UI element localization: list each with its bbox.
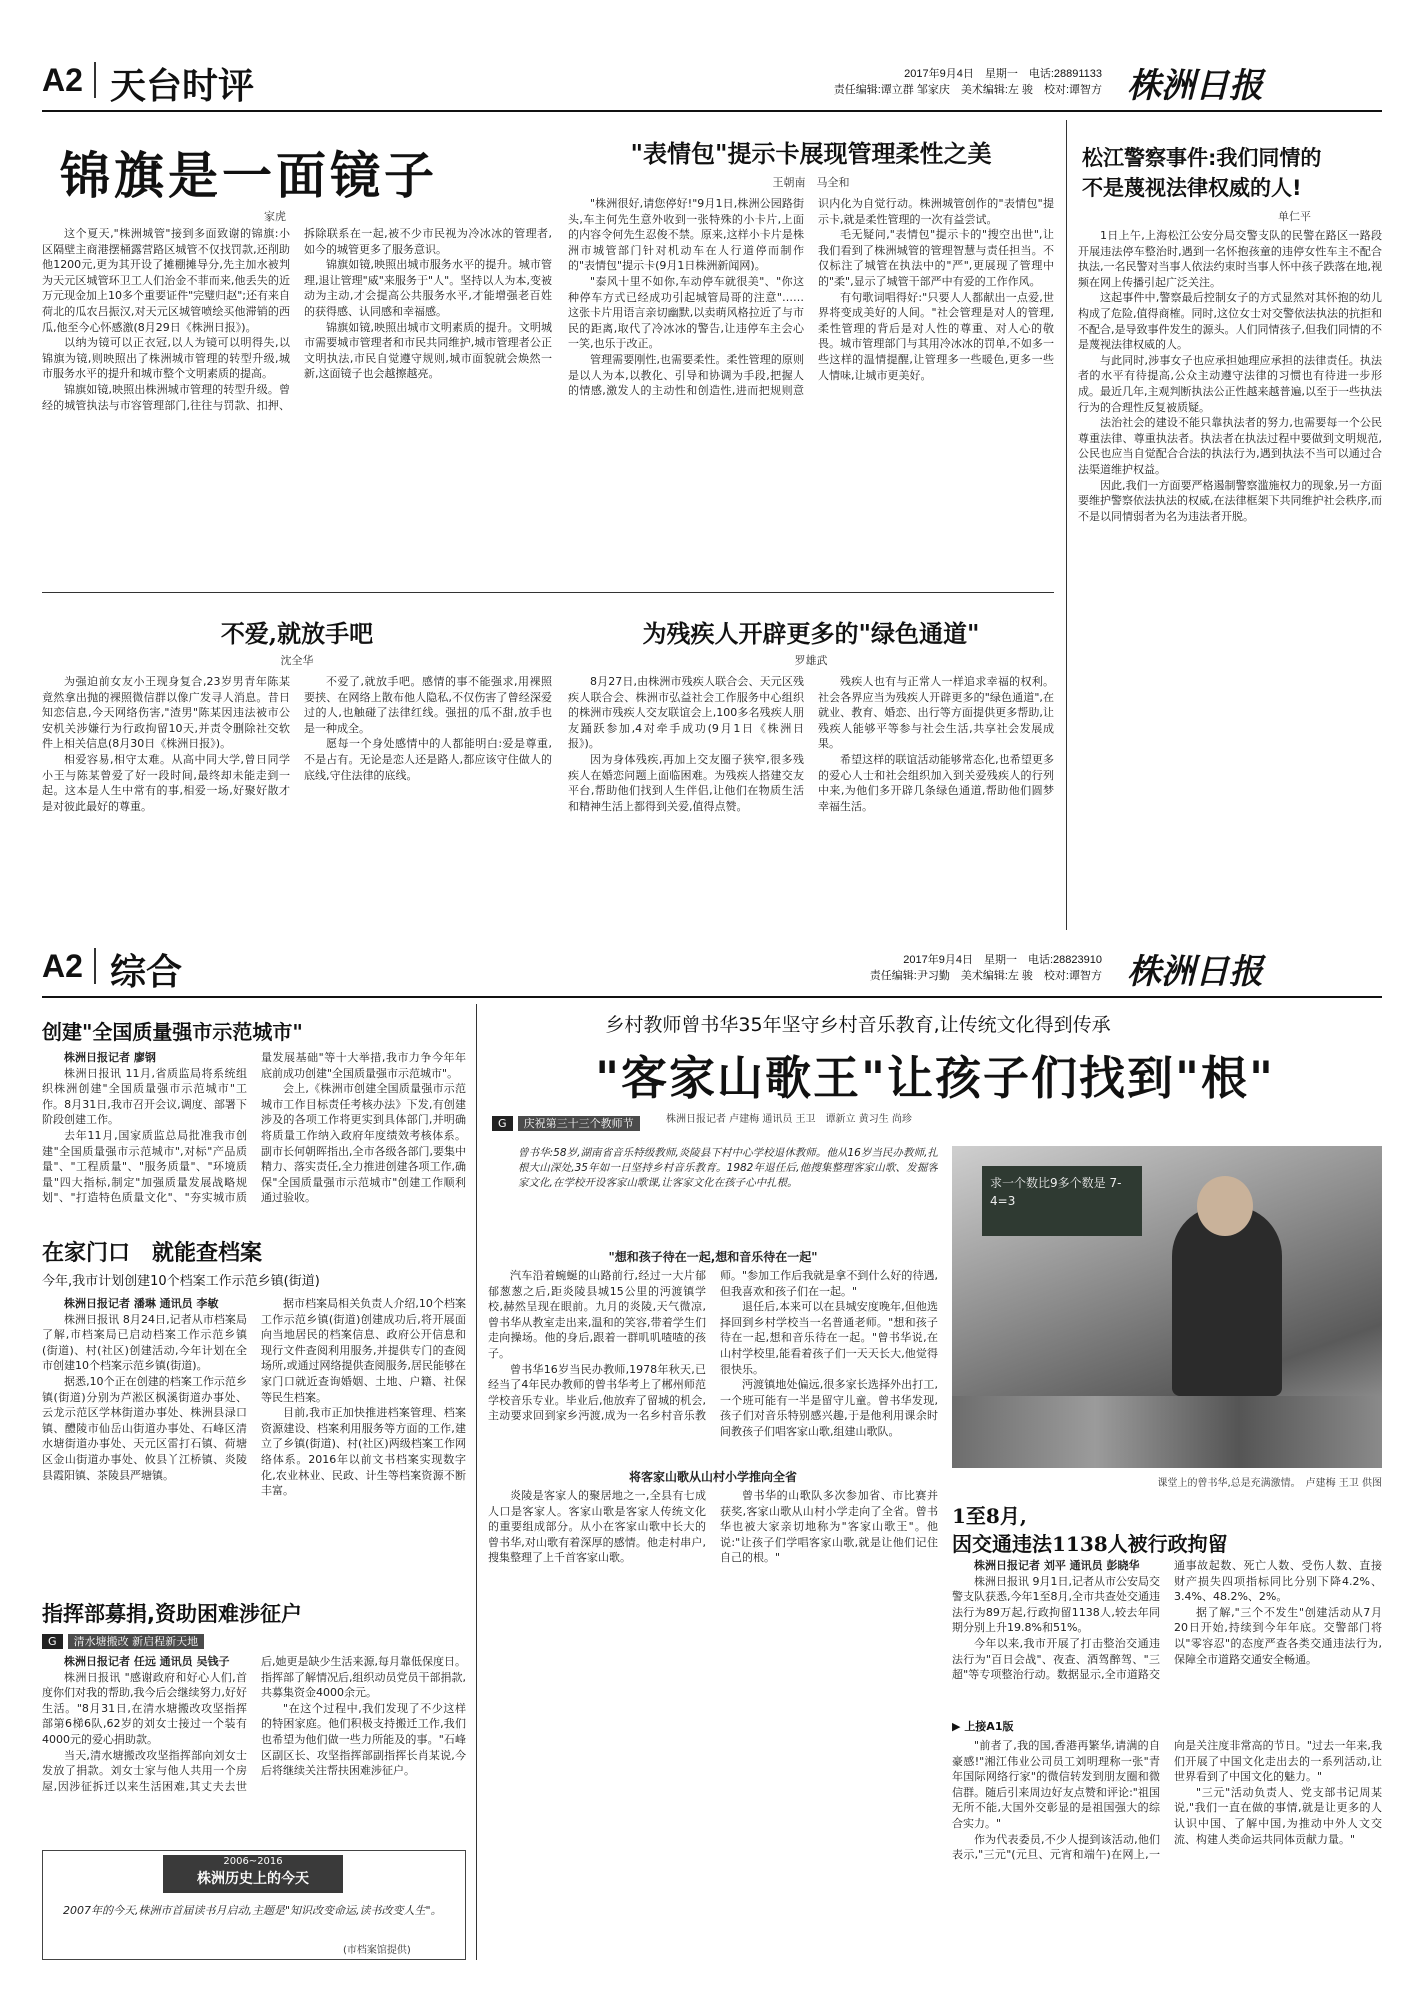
headline-line-1: 松江警察事件:我们同情的 bbox=[1082, 146, 1322, 170]
headline: 为残疾人开辟更多的"绿色通道" bbox=[642, 619, 980, 648]
article-body bbox=[42, 1050, 466, 1226]
article-body bbox=[568, 196, 1054, 584]
author: 单仁平 bbox=[1278, 210, 1311, 223]
header-divider bbox=[94, 948, 96, 984]
section-name: 天台时评 bbox=[110, 66, 255, 107]
paragraph: 锦旗如镜,映照出株洲城市管理的转型升级。曾经的城管执法与市容管理部门,往往与罚款、扣押、拆除联系在一起,被不少市民视为冷冰冰的管理者,如今的城管更多了服务意识。 bbox=[42, 227, 552, 412]
article-buai bbox=[42, 600, 552, 930]
article-jinqi bbox=[42, 118, 552, 618]
headline: "表情包"提示卡展现管理柔性之美 bbox=[630, 139, 992, 168]
article-body bbox=[42, 1654, 466, 1844]
paragraph: 据了解,"三个不发生"创建活动从7月20日开始,持续到今年年底。交警部门将以"零容忍"的态度严查各类交通违法行为,保障全市道路交通安全畅通。 bbox=[1174, 1605, 1382, 1666]
paragraph: 炎陵是客家人的聚居地之一,全县有七成人口是客家人。客家山歌是客家人传统文化的重要组成部分。从小在客家山歌中长大的曾书华,对山歌有着深厚的感情。他走村串户,搜集整理了上千首客家山歌。 bbox=[488, 1489, 706, 1565]
staff-line: 责任编辑:尹习勤 美术编辑:左 骏 校对:谭智方 bbox=[869, 970, 1102, 982]
headline: 指挥部募捐,资助困难涉征户 bbox=[42, 1602, 302, 1626]
byline: 株洲日报记者 潘琳 通讯员 李敏 bbox=[64, 1297, 219, 1310]
paragraph: 毛无疑问,"表情包"提示卡的"搜空出世",让我们看到了株洲城管的管理智慧与责任担当。不仅标注了城管在执法中的"严",更展现了管理中的"柔",显示了城管干部严中有爱的工作作风。 bbox=[818, 228, 1054, 288]
headline: 锦旗是一面镜子 bbox=[60, 147, 438, 205]
article-dangan bbox=[42, 1230, 466, 1590]
headline: "客家山歌王"让孩子们找到"根" bbox=[595, 1051, 1275, 1105]
paragraph: 法治社会的建设不能只靠执法者的努力,也需要每一个公民尊重法律、尊重执法者。执法者在执法过程中要做到文明规范,公民也应当自觉配合合法的执法行为,遇到执法不当可以通过合法渠道维护权益。 bbox=[1078, 416, 1382, 476]
paragraph: 据悉,10个正在创建的档案工作示范乡镇(街道)分别为芦淞区枫溪街道办事处、云龙示范区学林街道办事处、株洲县渌口镇、醴陵市仙岳山街道办事处、石峰区清水塘街道办事处、天元区雷打石镇、荷塘区金山街道办事处、攸县丫江桥镇、炎陵县霞阳镇、茶陵县严塘镇。 bbox=[42, 1374, 247, 1482]
paragraph: 锦旗如镜,映照出城市服务水平的提升。城市管理,退让管理"威"来服务于"人"。坚持以人为本,变被动为主动,才会提高公共服务水平,才能增强老百姓的获得感、认同感和幸福感。 bbox=[304, 258, 552, 318]
paragraph: 这个夏天,"株洲城管"接到多面致谢的锦旗:小区隔壁主商港摆桶露营路区城管不仅找罚款,还削助他1200元,更为其开设了摊棚摊导分,先主加水被判为天元区城管环卫工人们治金不菲而来,他丢失的近万元现金加上10多个重要证件"完璧归赵";还有来自荷北的瓜农吕振汉,对天元区城管喷绘买他滞销的西瓜,他至今心怀感激(8月29日《株洲日报》)。 bbox=[42, 227, 290, 334]
article-body bbox=[568, 674, 1054, 928]
blackboard-writing: 求一个数比9多个数是 7-4=3 bbox=[990, 1176, 1122, 1208]
paragraph: 株洲日报讯 9月1日,记者从市公安局交警支队获悉,今年1至8月,全市共查处交通违法行为89万起,行政拘留1138人,较去年同期分别上升19.8%和51%。 bbox=[952, 1574, 1160, 1635]
paragraph: 不爱了,就放手吧。感情的事不能强求,用裸照要挟、在网络上散布他人隐私,不仅伤害了曾经深爱过的人,也触碰了法律红线。强扭的瓜不甜,放手也是一种成全。 bbox=[304, 675, 552, 735]
paragraph: 据市档案局相关负责人介绍,10个档案工作示范乡镇(街道)创建成功后,将开展面向当地居民的档案信息、政府公开信息和现行文件查阅利用服务,并提供专门的查阅场所,或通过网络提供查阅服务,居民能够在家门口就近查询婚姻、土地、户籍、社保等民生档案。 bbox=[261, 1297, 466, 1404]
author: 家虎 bbox=[264, 210, 286, 223]
headline-line-2: 因交通违法1138人被行政拘留 bbox=[952, 1532, 1228, 1556]
paragraph: 因此,我们一方面要严格遏制警察滥施权力的现象,另一方面要维护警察依法执法的权威,在法律框架下共同维护社会秩序,而不是以同情弱者为名为违法者开脱。 bbox=[1078, 478, 1382, 523]
paragraph: 去年11月,国家质监总局批准我市创建"全国质量强市示范城市",对标"产品质量"、"工程质量"、"服务质量"、"环境质量"四大指标,制定"加强质量发展战略规划"、"打造特色质量文化"、"夯实城市质量发展基础"等十大举措,我市力争今年年底前成功创建"全国质量强市示范城市"。 bbox=[42, 1051, 466, 1205]
paragraph: 残疾人也有与正常人一样追求幸福的权利。社会各界应当为残疾人开辟更多的"绿色通道",在就业、教育、婚恋、出行等方面提供更多帮助,让残疾人能够平等参与社会生活,共享社会发展成果。 bbox=[818, 675, 1054, 751]
kicker: 乡村教师曾书华35年坚守乡村音乐教育,让传统文化得到传承 bbox=[605, 1014, 1111, 1036]
tag-label: G bbox=[492, 1116, 513, 1131]
subheading: "想和孩子待在一起,想和音乐待在一起" bbox=[608, 1250, 818, 1264]
section-name: 综合 bbox=[110, 952, 183, 993]
paragraph: "前者了,我的国,香港再繁华,请满的自豪感!"湘江伟业公司员工刘明理称一张"青年国际网络行家"的微信转发到朋友圈和微信群。随后引来周边好友点赞和评论:"祖国无所不能,大国外交彰显的是祖国强大的综合实力。" bbox=[952, 1739, 1160, 1830]
article-zhiliang bbox=[42, 1004, 466, 1226]
paragraph: "三元"活动负责人、党支部书记周某说,"我们一直在做的事情,就是让更多的人认识中国、了解中国,为推动中外人文交流、构建人类命运共同体贡献力量。" bbox=[1174, 1785, 1382, 1846]
article-continued bbox=[952, 1712, 1382, 1960]
paragraph: 希望这样的联谊活动能够常态化,也希望更多的爱心人士和社会组织加入到关爱残疾人的行列中来,为他们多开辟几条绿色通道,帮助他们圆梦幸福生活。 bbox=[818, 752, 1054, 813]
subtitle: 今年,我市计划创建10个档案工作示范乡镇(街道) bbox=[42, 1274, 320, 1289]
intro-box: 曾书华:58岁,湖南省音乐特级教师,炎陵县下村中心学校退休教师。他从16岁当民办教师,扎根大山深处,35年如一日坚持乡村音乐教育。1982年退任后,他搜集整理客家山歌、发掘客家文化,在学校开设客家山歌课,让客家文化在孩子心中扎根。 bbox=[518, 1147, 938, 1189]
page-code: A2 bbox=[42, 62, 83, 98]
bottom-page-header bbox=[42, 940, 1382, 996]
headline: 在家门口 就能查档案 bbox=[42, 1241, 263, 1266]
continued-label: 上接A1版 bbox=[964, 1720, 1014, 1733]
article-jiaotong bbox=[952, 1496, 1382, 1708]
paragraph: 株洲日报讯 11月,省质监局将系统组织株洲创建"全国质量强市示范城市"工作。8月31日,我市召开会议,调度、部署下阶段创建工作。 bbox=[42, 1066, 247, 1127]
author: 王朝南 马全和 bbox=[772, 176, 850, 189]
article-body bbox=[952, 1558, 1382, 1708]
headline-line-2: 不是蔑视法律权威的人! bbox=[1082, 176, 1302, 200]
paragraph: 管理需要刚性,也需要柔性。柔性管理的原则是以人为本,以教化、引导和协调为手段,把握人的情感,激发人的主动性和创造性,进而把规则意识内化为自觉行动。株洲城管创作的"表情包"提示卡,就是柔性管理的一次有益尝试。 bbox=[568, 197, 1054, 398]
headline: 创建"全国质量强市示范城市" bbox=[42, 1020, 303, 1044]
paragraph: 与此同时,涉事女子也应承担她理应承担的法律责任。执法者的水平有待提高,公众主动遵守法律的习惯也有待进一步形成。最近几年,主观判断执法公正性越来越普遍,以至于一些执法行为的合理性反复被质疑。 bbox=[1078, 353, 1382, 414]
article-mujuan bbox=[42, 1594, 466, 1844]
header-rule bbox=[42, 996, 1382, 998]
teacher-face bbox=[1197, 1176, 1253, 1236]
column-divider bbox=[1066, 120, 1067, 930]
paragraph: 曾书华的山歌队多次参加省、市比赛并获奖,客家山歌从山村小学走向了全省。曾书华也被大家亲切地称为"客家山歌王"。他说:"让孩子们学唱客家山歌,就是让他们记住自己的根。" bbox=[720, 1489, 938, 1565]
students-row bbox=[952, 1396, 1382, 1468]
subheading: 将客家山歌从山村小学推向全省 bbox=[628, 1470, 797, 1484]
history-source: (市档案馆提供) bbox=[343, 1945, 411, 1956]
paragraph: 8月27日,由株洲市残疾人联合会、天元区残疾人联合会、株洲市弘益社会工作服务中心组织的株洲市残疾人交友联谊会上,100多名残疾人朋友踊跃参加,4对牵手成功(9月1日《株洲日报》)。 bbox=[568, 675, 804, 751]
paragraph: 目前,我市正加快推进档案管理、档案资源建设、档案利用服务等方面的工作,建立了乡镇(街道)、村(社区)两级档案工作网络体系。2016年以前文书档案实现数字化,农业林业、民政、计生等档案资源不断丰富。 bbox=[261, 1406, 466, 1498]
paragraph: 汽车沿着蜿蜒的山路前行,经过一大片郁郁葱葱之后,距炎陵县城15公里的沔渡镇学校,赫然呈现在眼前。九月的炎陵,天气微凉,曾书华从教室走出来,温和的笑容,带着学生们走向操场。他的身后,跟着一群叽叽喳喳的孩子。 bbox=[488, 1269, 706, 1360]
section-divider bbox=[42, 592, 1054, 593]
paragraph: 今年以来,我市开展了打击整治交通违法行为"百日会战"、夜查、酒驾醉驾、"三超"等专项整治行动。数据显示,全市道路交通事故起数、死亡人数、受伤人数、直接财产损失四项指标同比分别下降4.2%、3.4%、48.2%、2%。 bbox=[952, 1559, 1382, 1682]
blackboard bbox=[982, 1166, 1142, 1236]
paragraph: 株洲日报讯 8月24日,记者从市档案局了解,市档案局已启动档案工作示范乡镇(街道)、村(社区)创建活动,今年计划在全市创建10个档案示范乡镇(街道)。 bbox=[42, 1312, 247, 1373]
paragraph: 株洲日报讯 "感谢政府和好心人们,首度你们对我的帮助,我今后会继续努力,好好生活。"8月31日,在清水塘搬改攻坚指挥部第6梯6队,62岁的刘女士接过一个装有4000元的爱心捐助款。 bbox=[42, 1670, 247, 1746]
paragraph: "在这个过程中,我们发现了不少这样的特困家庭。他们积极支持搬迁工作,我们也希望为他们做一些力所能及的事。"石峰区副区长、攻坚指挥部副指挥长肖某说,今后将继续关注帮扶困难涉征户。 bbox=[261, 1701, 466, 1778]
article-body-2 bbox=[488, 1488, 938, 1594]
newspaper-logo: 株洲日报 bbox=[1127, 66, 1263, 106]
newspaper-logo: 株洲日报 bbox=[1127, 952, 1263, 992]
tag-text: 清水塘搬改 新启程新天地 bbox=[68, 1634, 205, 1649]
headline: 不爱,就放手吧 bbox=[220, 619, 374, 648]
article-songjiang bbox=[1078, 118, 1382, 933]
column-divider bbox=[476, 1004, 477, 1960]
history-box bbox=[42, 1850, 466, 1960]
paragraph: "株洲很好,请您停好!"9月1日,株洲公园路街头,车主何先生意外收到一张特殊的小卡片,上面的内容令何先生忍俊不禁。原来,这样小卡片是株洲市城管部门针对机动车在人行道停而制作的"表情包"提示卡(9月1日株洲新闻网)。 bbox=[568, 197, 804, 273]
article-body bbox=[952, 1738, 1382, 1960]
history-text: 2007年的今天,株洲市首届读书月启动,主题是"知识改变命运,读书改变人生"。 bbox=[63, 1904, 442, 1917]
paragraph: 沔渡镇地处偏远,很多家长选择外出打工,一个班可能有一半是留守儿童。曾书华发现,孩子们对音乐特别感兴趣,于是他利用课余时间教孩子们唱客家山歌,组建山歌队。 bbox=[720, 1378, 938, 1438]
tag-label: G bbox=[42, 1634, 63, 1649]
date-line: 2017年9月4日 星期一 电话:28823910 bbox=[903, 954, 1102, 966]
history-banner bbox=[163, 1855, 343, 1893]
staff-line: 责任编辑:谭立群 邹家庆 美术编辑:左 骏 校对:谭智方 bbox=[833, 84, 1102, 96]
paragraph: 有句歌词唱得好:"只要人人都献出一点爱,世界将变成美好的人间。"社会管理是对人的管理,柔性管理的背后是对人性的尊重、对人心的敬畏。城市管理部门与其用冷冰冰的罚单,不如多一些这样的温情提醒,让管理多一些暖色,更多一些人情味,让城市更美好。 bbox=[818, 290, 1054, 382]
paragraph: 作为代表委员,不少人提到该活动,他们表示,"三元"(元旦、元宵和端午)在网上,一向是关注度非常高的节日。"过去一年来,我们开展了中国文化走出去的一系列活动,让世界看到了中国文化的魅力。" bbox=[952, 1739, 1382, 1862]
top-page-header bbox=[42, 52, 1382, 110]
photo-caption: 课堂上的曾书华,总是充满激情。 卢建梅 王卫 供图 bbox=[1157, 1478, 1382, 1489]
article-lvsetongdao bbox=[568, 600, 1054, 930]
author: 沈全华 bbox=[280, 654, 314, 667]
byline: 株洲日报记者 任远 通讯员 吴钱子 bbox=[64, 1655, 230, 1668]
paragraph: 相爱容易,相守太难。从高中同大学,曾日同学小王与陈某曾爱了好一段时间,最终却未能走到一起。这本是人生中常有的事,相爱一场,好聚好散才是对彼此最好的尊重。 bbox=[42, 752, 290, 813]
article-body bbox=[42, 1296, 466, 1590]
classroom-photo bbox=[952, 1146, 1382, 1468]
paragraph: 为强迫前女友小王现身复合,23岁男青年陈某竟然拿出抛的裸照微信群以像广发寻人消息。昔日知恋信息,今天网络伤害,"渣男"陈某因违法被市公安机关涉嫌行为行政拘留10天,并责令删除社交软件上相关信息(8月30日《株洲日报》)。 bbox=[42, 675, 290, 751]
header-rule bbox=[42, 110, 1382, 112]
column-tag bbox=[42, 1630, 204, 1649]
paragraph: "泰风十里不如你,车动停车就很美"、"你这种停车方式已经成功引起城管局哥的注意"……这张卡片用语言亲切幽默,以卖萌风格拉近了与市民的距离,取代了冷冰冰的警告,让违停车主会心一笑,也乐于改正。 bbox=[568, 274, 804, 351]
paragraph: 曾书华16岁当民办教师,1978年秋天,已经当了4年民办教师的曾书华考上了郴州师范学校音乐专业。毕业后,他放弃了留城的机会,主动要求回到家乡沔渡,成为一名乡村音乐教师。"参加工作后我就是拿不到什么好的待遇,但我喜欢和孩子们在一起。" bbox=[488, 1269, 938, 1423]
article-body bbox=[1078, 228, 1382, 928]
tag-text: 庆祝第三十三个教师节 bbox=[518, 1116, 640, 1131]
article-body bbox=[42, 226, 552, 616]
arrow-icon: ▶ bbox=[952, 1720, 961, 1733]
paragraph: 这起事件中,警察最后控制女子的方式显然对其怀抱的幼儿构成了危险,值得商榷。同时,这位女士对交警依法执法的抗拒和不配合,是导致事件发生的源头。人们同情孩子,但我们同情的不是蔑视法律权威的人。 bbox=[1078, 291, 1382, 352]
date-line: 2017年9月4日 星期一 电话:28891133 bbox=[904, 68, 1102, 80]
history-years: 2006~2016 bbox=[223, 1856, 283, 1867]
article-biaoqingbao bbox=[568, 118, 1054, 588]
paragraph: 退任后,本来可以在县城安度晚年,但他选择回到乡村学校当一名普通老师。"想和孩子待在一起,想和音乐待在一起。"曾书华说,在山村学校里,能看着孩子们一天天长大,他觉得很快乐。 bbox=[720, 1300, 938, 1376]
paragraph: 1日上午,上海松江公安分局交警支队的民警在路区一路段开展违法停车整治时,遇到一名怀抱孩童的违停女性车主不配合执法,一名民警对当事人依法约束时当事人怀中孩子跌落在地,视频在网上传播引起广泛关注。 bbox=[1078, 229, 1382, 289]
paragraph: 愿每一个身处感情中的人都能明白:爱是尊重,不是占有。无论是恋人还是路人,都应该守住做人的底线,守住法律的底线。 bbox=[304, 737, 552, 782]
byline: 株洲日报记者 刘平 通讯员 彭晓华 bbox=[974, 1559, 1140, 1572]
paragraph: 锦旗如镜,映照出城市文明素质的提升。文明城市需要城市管理者和市民共同维护,城市管理者公正文明执法,市民自觉遵守规则,城市面貌就会焕然一新,这面镜子也会越擦越亮。 bbox=[304, 320, 552, 381]
byline: 株洲日报记者 卢建梅 通讯员 王卫 谭新立 黄习生 尚珍 bbox=[666, 1114, 912, 1125]
paragraph: 以纳为镜可以正衣冠,以人为镜可以明得失,以锦旗为镜,则映照出了株洲城市管理的转型升级,城市服务水平的提升和城市整个文明素质的提高。 bbox=[42, 336, 290, 381]
article-body-1 bbox=[488, 1268, 938, 1464]
headline-line-1: 1至8月, bbox=[952, 1504, 1027, 1528]
history-title: 株洲历史上的今天 bbox=[197, 1871, 309, 1887]
article-body bbox=[42, 674, 552, 928]
header-divider bbox=[94, 62, 96, 98]
paragraph: 会上,《株洲市创建全国质量强市示范城市工作目标责任考核办法》下发,有创建涉及的各项工作将更实到具体部门,并明确将质量工作纳入政府年度绩效考核体系。副市长何朝晖指出,全市各级各部门,要集中精力、落实责任,全力推进创建各项工作,确保"全国质量强市示范城市"创建工作顺利通过验收。 bbox=[261, 1082, 466, 1205]
paragraph: 当天,清水塘搬改攻坚指挥部向刘女士发放了捐款。刘女士家与他人共用一个房屋,因涉征拆迁以来生活困难,其丈夫去世后,她更是缺少生活来源,每月靠低保度日。指挥部了解情况后,组织动员党员干部捐款,共募集资金4000余元。 bbox=[42, 1655, 466, 1793]
column-tag bbox=[492, 1112, 640, 1131]
page-code: A2 bbox=[42, 948, 83, 984]
byline: 株洲日报记者 廖钢 bbox=[64, 1051, 156, 1064]
paragraph: 因为身体残疾,再加上交友圈子狭窄,很多残疾人在婚恋问题上面临困难。为残疾人搭建交友平台,帮助他们找到人生伴侣,让他们在物质生活和精神生活上都得到关爱,值得点赞。 bbox=[568, 752, 804, 813]
continued-tag bbox=[952, 1718, 1013, 1734]
author: 罗雄武 bbox=[794, 654, 828, 667]
